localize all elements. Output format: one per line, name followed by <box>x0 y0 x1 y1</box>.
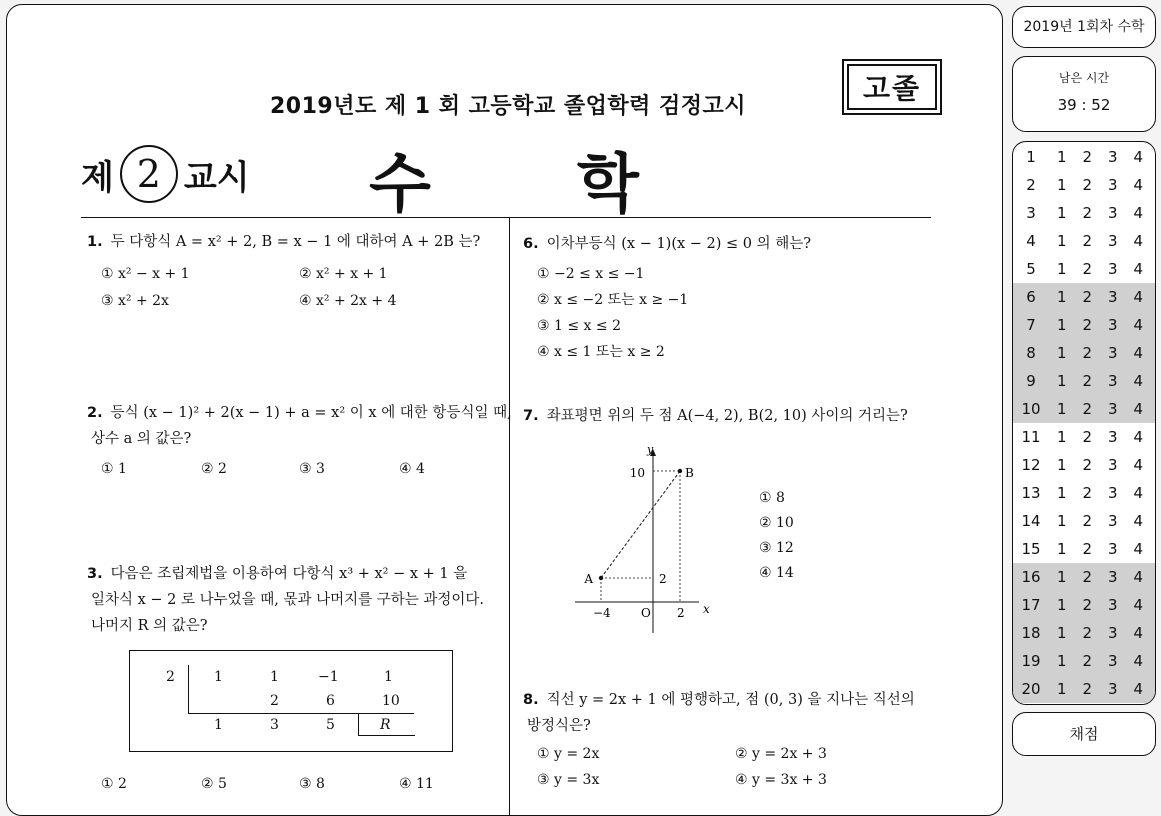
answer-row <box>1013 423 1155 451</box>
answer-option-3[interactable]: 3 <box>1107 512 1118 530</box>
q8-choice-2: ② y = 2x + 3 <box>735 746 827 762</box>
answer-option-4[interactable]: 4 <box>1133 372 1144 390</box>
answer-option-3[interactable]: 3 <box>1107 288 1118 306</box>
answer-option-1[interactable]: 1 <box>1056 456 1067 474</box>
x-tick-neg4: −4 <box>593 606 611 620</box>
answer-option-1[interactable]: 1 <box>1056 680 1067 698</box>
answer-row <box>1013 199 1155 227</box>
question-text: 등식 (x − 1)² + 2(x − 1) + a = x² 이 x 에 대한 항등식일 때, <box>110 405 512 421</box>
question-number: 8. <box>523 692 539 708</box>
answer-row-number: 9 <box>1026 372 1036 390</box>
answer-option-4[interactable]: 4 <box>1133 568 1144 586</box>
answer-option-4[interactable]: 4 <box>1133 428 1144 446</box>
period-number: 2 <box>120 145 178 203</box>
header-rule <box>81 217 931 218</box>
answer-option-3[interactable]: 3 <box>1107 540 1118 558</box>
answer-option-2[interactable]: 2 <box>1082 400 1093 418</box>
answer-option-4[interactable]: 4 <box>1133 484 1144 502</box>
answer-option-3[interactable]: 3 <box>1107 568 1118 586</box>
point-B-label: B <box>685 466 694 480</box>
answer-option-2[interactable]: 2 <box>1082 148 1093 166</box>
point-B <box>678 469 682 473</box>
subject-char-2: 학 <box>577 148 639 222</box>
answer-row-number: 1 <box>1026 148 1036 166</box>
answer-option-1[interactable]: 1 <box>1056 288 1067 306</box>
answer-option-4[interactable]: 4 <box>1133 652 1144 670</box>
q6-choice-4: ④ x ≤ 1 또는 x ≥ 2 <box>537 344 665 360</box>
origin-label: O <box>641 606 651 620</box>
answer-option-4[interactable]: 4 <box>1133 680 1144 698</box>
answer-option-2[interactable]: 2 <box>1082 428 1093 446</box>
answer-row-number: 18 <box>1021 624 1041 642</box>
answer-option-3[interactable]: 3 <box>1107 596 1118 614</box>
q7-choice-1: ① 8 <box>759 490 785 506</box>
answer-option-3[interactable]: 3 <box>1107 316 1118 334</box>
q2-choice-4: ④ 4 <box>399 461 425 477</box>
timer-label: 남은 시간 <box>1058 71 1110 85</box>
subject-char-1: 수 <box>369 148 431 222</box>
q3-choice-2: ② 5 <box>201 776 227 792</box>
sd-cell-remainder: R <box>380 717 391 733</box>
answer-option-4[interactable]: 4 <box>1133 596 1144 614</box>
question-2 <box>87 400 512 452</box>
segment-AB <box>601 471 680 578</box>
q3-choice-1: ① 2 <box>101 776 127 792</box>
answer-option-1[interactable]: 1 <box>1056 652 1067 670</box>
answer-option-1[interactable]: 1 <box>1056 316 1067 334</box>
q2-choice-2: ② 2 <box>201 461 227 477</box>
answer-row <box>1013 647 1155 675</box>
answer-row <box>1013 507 1155 535</box>
answer-row-number: 20 <box>1021 680 1041 698</box>
answer-option-3[interactable]: 3 <box>1107 204 1118 222</box>
q3-choice-3: ③ 8 <box>299 776 325 792</box>
answer-option-2[interactable]: 2 <box>1082 232 1093 250</box>
sd-cell: 1 <box>270 669 279 685</box>
answer-option-1[interactable]: 1 <box>1056 260 1067 278</box>
sd-cell: −1 <box>318 669 339 685</box>
point-A-label: A <box>584 572 593 586</box>
question-6 <box>523 231 811 257</box>
answer-row-number: 6 <box>1026 288 1036 306</box>
answer-option-2[interactable]: 2 <box>1082 484 1093 502</box>
answer-option-3[interactable]: 3 <box>1107 652 1118 670</box>
period-prefix: 제 <box>81 157 114 198</box>
answer-row <box>1013 367 1155 395</box>
q2-choice-1: ① 1 <box>101 461 127 477</box>
answer-option-3[interactable]: 3 <box>1107 680 1118 698</box>
answer-option-3[interactable]: 3 <box>1107 344 1118 362</box>
question-number: 2. <box>87 405 103 421</box>
answer-row <box>1013 171 1155 199</box>
answer-option-3[interactable]: 3 <box>1107 484 1118 502</box>
q8-choice-1: ① y = 2x <box>537 746 600 762</box>
question-number: 3. <box>87 566 103 582</box>
answer-option-2[interactable]: 2 <box>1082 652 1093 670</box>
answer-option-4[interactable]: 4 <box>1133 400 1144 418</box>
q7-choice-2: ② 10 <box>759 515 794 531</box>
point-A <box>599 576 603 580</box>
period-suffix: 교시 <box>183 157 250 198</box>
answer-option-1[interactable]: 1 <box>1056 176 1067 194</box>
answer-option-1[interactable]: 1 <box>1056 624 1067 642</box>
answer-option-3[interactable]: 3 <box>1107 428 1118 446</box>
sd-divisor: 2 <box>166 669 175 685</box>
answer-row-number: 7 <box>1026 316 1036 334</box>
coordinate-graph <box>567 441 727 641</box>
q6-choice-1: ① −2 ≤ x ≤ −1 <box>537 266 645 282</box>
period-label <box>81 145 250 203</box>
question-text: 다음은 조립제법을 이용하여 다항식 x³ + x² − x + 1 을 <box>110 566 468 582</box>
answer-option-4[interactable]: 4 <box>1133 232 1144 250</box>
q2-choice-3: ③ 3 <box>299 461 325 477</box>
q3-choice-4: ④ 11 <box>399 776 434 792</box>
answer-sheet <box>1012 141 1156 705</box>
question-text: 두 다항식 A = x² + 2, B = x − 1 에 대하여 A + 2B 는? <box>110 234 481 250</box>
q1-choice-1: ① x² − x + 1 <box>101 266 190 282</box>
question-text: 이차부등식 (x − 1)(x − 2) ≤ 0 의 해는? <box>546 236 812 252</box>
question-number: 6. <box>523 236 539 252</box>
answer-row-number: 2 <box>1026 176 1036 194</box>
answer-row <box>1013 283 1155 311</box>
q1-choice-4: ④ x² + 2x + 4 <box>299 293 397 309</box>
answer-row <box>1013 395 1155 423</box>
answer-option-1[interactable]: 1 <box>1056 512 1067 530</box>
answer-row <box>1013 479 1155 507</box>
answer-option-4[interactable]: 4 <box>1133 344 1144 362</box>
question-7 <box>523 403 908 429</box>
sd-cell: 2 <box>270 693 279 709</box>
question-text-3: 나머지 R 의 값은? <box>91 618 208 634</box>
answer-option-2[interactable]: 2 <box>1082 512 1093 530</box>
x-axis-label: x <box>703 602 710 616</box>
answer-option-1[interactable]: 1 <box>1056 232 1067 250</box>
answer-option-3[interactable]: 3 <box>1107 148 1118 166</box>
answer-option-2[interactable]: 2 <box>1082 680 1093 698</box>
sd-cell: 1 <box>214 669 223 685</box>
grade-button[interactable]: 채점 <box>1012 712 1156 756</box>
timer-value: 39 : 52 <box>1057 96 1111 114</box>
answer-option-2[interactable]: 2 <box>1082 568 1093 586</box>
answer-option-3[interactable]: 3 <box>1107 260 1118 278</box>
answer-option-3[interactable]: 3 <box>1107 456 1118 474</box>
x-tick-2: 2 <box>677 606 685 620</box>
question-number: 7. <box>523 408 539 424</box>
answer-row <box>1013 227 1155 255</box>
q7-choice-3: ③ 12 <box>759 540 794 556</box>
y-tick-2: 2 <box>659 572 667 586</box>
answer-row-number: 12 <box>1021 456 1041 474</box>
sd-cell: 6 <box>326 693 335 709</box>
y-tick-10: 10 <box>629 466 645 480</box>
answer-option-4[interactable]: 4 <box>1133 288 1144 306</box>
question-text-2: 방정식은? <box>527 718 591 734</box>
question-text: 직선 y = 2x + 1 에 평행하고, 점 (0, 3) 을 지나는 직선의 <box>546 692 915 708</box>
timer-panel <box>1012 56 1156 132</box>
q8-choice-3: ③ y = 3x <box>537 772 600 788</box>
q6-choice-2: ② x ≤ −2 또는 x ≥ −1 <box>537 292 689 308</box>
sd-cell: 1 <box>384 669 393 685</box>
answer-option-4[interactable]: 4 <box>1133 540 1144 558</box>
answer-option-1[interactable]: 1 <box>1056 428 1067 446</box>
q1-choice-2: ② x² + x + 1 <box>299 266 388 282</box>
answer-option-2[interactable]: 2 <box>1082 596 1093 614</box>
answer-row <box>1013 591 1155 619</box>
answer-option-2[interactable]: 2 <box>1082 288 1093 306</box>
answer-row-number: 11 <box>1021 428 1041 446</box>
answer-option-4[interactable]: 4 <box>1133 512 1144 530</box>
question-3 <box>87 561 484 639</box>
column-divider <box>509 218 510 816</box>
answer-option-2[interactable]: 2 <box>1082 176 1093 194</box>
answer-option-4[interactable]: 4 <box>1133 316 1144 334</box>
answer-row <box>1013 619 1155 647</box>
answer-option-1[interactable]: 1 <box>1056 344 1067 362</box>
answer-row-number: 15 <box>1021 540 1041 558</box>
answer-option-2[interactable]: 2 <box>1082 260 1093 278</box>
y-axis-label: y <box>647 443 654 456</box>
answer-option-1[interactable]: 1 <box>1056 372 1067 390</box>
answer-row-number: 13 <box>1021 484 1041 502</box>
answer-option-1[interactable]: 1 <box>1056 568 1067 586</box>
answer-row <box>1013 451 1155 479</box>
answer-option-3[interactable]: 3 <box>1107 232 1118 250</box>
answer-option-2[interactable]: 2 <box>1082 372 1093 390</box>
exam-title: 2019년도 제 1 회 고등학교 졸업학력 검정고시 <box>269 94 747 119</box>
question-text-2: 일차식 x − 2 로 나누었을 때, 몫과 나머지를 구하는 과정이다. <box>91 592 485 608</box>
answer-row <box>1013 563 1155 591</box>
answer-row <box>1013 311 1155 339</box>
answer-option-1[interactable]: 1 <box>1056 484 1067 502</box>
q8-choice-4: ④ y = 3x + 3 <box>735 772 827 788</box>
question-text-2: 상수 a 의 값은? <box>91 431 192 447</box>
answer-option-1[interactable]: 1 <box>1056 400 1067 418</box>
sd-cell: 1 <box>214 717 223 733</box>
answer-row-number: 3 <box>1026 204 1036 222</box>
answer-row-number: 4 <box>1026 232 1036 250</box>
answer-option-1[interactable]: 1 <box>1056 204 1067 222</box>
answer-row <box>1013 339 1155 367</box>
answer-option-4[interactable]: 4 <box>1133 176 1144 194</box>
answer-option-2[interactable]: 2 <box>1082 456 1093 474</box>
answer-option-4[interactable]: 4 <box>1133 260 1144 278</box>
answer-option-1[interactable]: 1 <box>1056 596 1067 614</box>
q6-choice-3: ③ 1 ≤ x ≤ 2 <box>537 318 621 334</box>
answer-option-2[interactable]: 2 <box>1082 624 1093 642</box>
synthetic-division-box <box>129 650 453 752</box>
q7-choice-4: ④ 14 <box>759 565 794 581</box>
question-1 <box>87 229 480 255</box>
sd-vline <box>188 665 189 713</box>
answer-row-number: 19 <box>1021 652 1041 670</box>
sd-cell: 5 <box>326 717 335 733</box>
question-8 <box>523 687 915 739</box>
answer-row-number: 10 <box>1021 400 1041 418</box>
sd-cell: 3 <box>270 717 279 733</box>
answer-option-4[interactable]: 4 <box>1133 148 1144 166</box>
answer-row-number: 16 <box>1021 568 1041 586</box>
answer-option-2[interactable]: 2 <box>1082 316 1093 334</box>
q1-choice-3: ③ x² + 2x <box>101 293 169 309</box>
answer-option-4[interactable]: 4 <box>1133 624 1144 642</box>
answer-row <box>1013 255 1155 283</box>
answer-row-number: 14 <box>1021 512 1041 530</box>
answer-row <box>1013 143 1155 171</box>
exam-paper <box>6 4 1003 816</box>
answer-option-2[interactable]: 2 <box>1082 204 1093 222</box>
answer-option-1[interactable]: 1 <box>1056 540 1067 558</box>
answer-option-4[interactable]: 4 <box>1133 456 1144 474</box>
answer-row <box>1013 535 1155 563</box>
level-badge: 고졸 <box>842 59 942 115</box>
answer-row-number: 5 <box>1026 260 1036 278</box>
answer-row <box>1013 675 1155 703</box>
answer-option-1[interactable]: 1 <box>1056 148 1067 166</box>
answer-option-3[interactable]: 3 <box>1107 372 1118 390</box>
question-text: 좌표평면 위의 두 점 A(−4, 2), B(2, 10) 사이의 거리는? <box>546 408 908 424</box>
sd-cell: 10 <box>382 693 400 709</box>
answer-option-3[interactable]: 3 <box>1107 624 1118 642</box>
answer-row-number: 17 <box>1021 596 1041 614</box>
answer-option-2[interactable]: 2 <box>1082 540 1093 558</box>
question-number: 1. <box>87 234 103 250</box>
answer-row-number: 8 <box>1026 344 1036 362</box>
answer-option-3[interactable]: 3 <box>1107 176 1118 194</box>
answer-option-2[interactable]: 2 <box>1082 344 1093 362</box>
exam-label: 2019년 1회차 수학 <box>1012 6 1156 48</box>
answer-option-4[interactable]: 4 <box>1133 204 1144 222</box>
answer-option-3[interactable]: 3 <box>1107 400 1118 418</box>
